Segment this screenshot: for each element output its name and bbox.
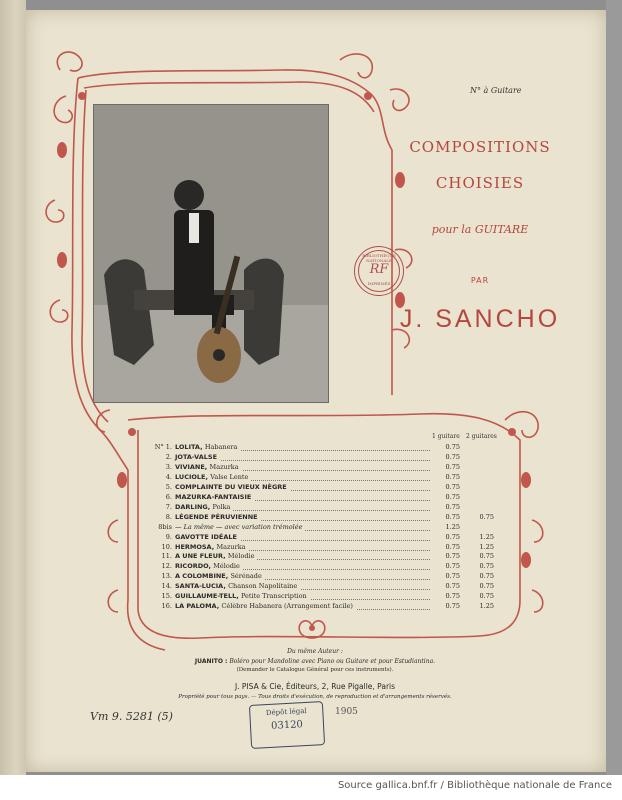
instrument-line: pour la GUITARE [431,223,529,236]
piece-title: GUILLAUME-TELL, [175,592,239,601]
price-one-guitar: 0.75 [438,562,460,570]
piece-number: 13. [161,572,172,581]
stamp-bottom-text: IMPRIMÉS [367,281,391,286]
price-one-guitar: 0.75 [438,602,460,610]
piece-title: LA PALOMA, [175,602,220,611]
price-one-guitar: 0.75 [438,513,460,521]
piece-title-group [175,552,257,560]
piece-row [150,552,494,562]
piece-title-group [175,513,261,521]
piece-number: 8. [165,512,172,521]
price-one-guitar: 1.25 [438,523,460,531]
price-one-guitar: 0.75 [438,572,460,580]
photograph-figure [94,105,328,402]
piece-number: 8bis [158,522,172,531]
piece-title: MAZURKA-FANTAISIE [175,492,252,501]
piece-title-group [175,602,356,610]
piece-row [150,523,490,533]
piece-row [150,453,490,463]
price-one-guitar: 0.75 [438,582,460,590]
piece-subtitle: Mazurka [216,542,246,551]
price-two-guitars: 0.75 [479,562,494,571]
piece-row [150,532,494,543]
stamp-monogram: RF [369,262,389,277]
shelfmark-handwritten: Vm 9. 5281 (5) [90,710,173,723]
piece-title: DARLING, [175,502,211,511]
rights-notice: Propriété pour tous pays. — Tous droits d'exécution, de reproduction et d'arrangements réservés. [178,694,452,700]
deposit-stamp-number: 03120 [270,719,304,732]
price-one-guitar: 0.75 [438,453,460,461]
number-line: N° à Guitare [470,86,522,95]
piece-title: LUCIOLE, [175,472,208,481]
piece-title-group [175,493,254,501]
juanito-line [150,658,480,665]
piece-title: LÉGENDE PÉRUVIENNE [175,512,258,521]
same-author-label: Du même Auteur : [287,648,343,655]
piece-title-group [175,473,251,481]
piece-subtitle: Petite Transcription [240,592,307,601]
piece-subtitle: Sérénade [230,572,262,581]
legal-deposit-stamp [249,701,325,749]
stamp-top-text: BIBLIOTHÈQUE NATIONALE [362,253,396,263]
price-one-guitar: 0.75 [438,463,460,471]
piece-subtitle: Célèbre Habanera (Arrangement facile) [221,602,353,611]
piece-number: 6. [165,492,172,501]
piece-number: 11. [161,552,172,561]
price-one-guitar: 0.75 [438,473,460,481]
guitarist-photograph [93,104,329,403]
piece-title-group [175,443,240,451]
piece-title-group [175,523,305,531]
piece-title-group [175,503,233,511]
piece-row [150,443,490,453]
publication-year: 1905 [335,707,358,717]
piece-title-group [175,533,240,541]
piece-title-group [175,592,310,600]
piece-number: 2. [165,452,172,461]
piece-number: 15. [161,592,172,601]
piece-row [150,493,490,503]
piece-number: 4. [165,472,172,481]
price-two-guitars: 0.75 [479,572,494,581]
piece-title: HERMOSA, [175,542,215,551]
par-label: PAR [470,276,490,285]
piece-number: 5. [165,482,172,491]
piece-number: 10. [161,542,172,551]
column-header-two-guitars: 2 guitares [466,433,497,440]
price-one-guitar: 0.75 [438,592,460,600]
juanito-description: Boléro pour Mandoline avec Piano ou Guitare et pour Estudiantina. [229,658,436,665]
price-one-guitar: 0.75 [438,543,460,551]
piece-title: GAVOTTE IDÉALE [175,532,237,541]
price-two-guitars: 0.75 [479,552,494,561]
price-two-guitars: 0.75 [479,592,494,601]
piece-title: SANTA-LUCIA, [175,582,226,591]
price-one-guitar: 0.75 [438,483,460,491]
piece-row [150,562,494,572]
piece-number: 7. [165,502,172,511]
price-one-guitar: 0.75 [438,533,460,541]
price-one-guitar: 0.75 [438,493,460,501]
price-one-guitar: 0.75 [438,503,460,511]
piece-subtitle: Mélodie [227,552,255,561]
piece-row [150,473,490,483]
piece-title-group [175,453,220,461]
price-two-guitars: 0.75 [479,582,494,591]
piece-title: A UNE FLEUR, [175,552,226,561]
piece-row [150,592,494,602]
piece-row [150,512,494,523]
piece-title: VIVIANE, [175,462,208,471]
piece-subtitle: Valse Lente [210,472,249,481]
piece-title-group [175,483,290,491]
juanito-title: JUANITO : [194,658,228,665]
piece-title: A COLOMBINE, [175,572,229,581]
piece-number: 9. [165,532,172,541]
piece-title-group [175,582,300,590]
title-line-2: CHOISIES [435,174,525,192]
price-two-guitars: 1.25 [479,542,494,551]
piece-row [150,503,490,513]
piece-subtitle: Mazurka [209,462,239,471]
price-one-guitar: 0.75 [438,443,460,451]
piece-row [150,483,490,493]
composer-name: J. SANCHO [399,305,561,333]
piece-row [150,582,494,592]
piece-title: JOTA-VALSE [175,452,218,461]
column-header-one-guitar: 1 guitare [432,433,460,440]
piece-number: 16. [161,602,172,611]
piece-row [150,542,494,553]
piece-subtitle: Mélodie [213,562,240,571]
publisher-line: J. PISA & Cie, Éditeurs, 2, Rue Pigalle, Paris [234,682,396,691]
piece-subtitle: Polka [212,502,231,511]
piece-row [150,602,494,612]
piece-number: N° 1. [154,443,172,451]
piece-subtitle: — La même — avec variation trémolée [175,522,303,531]
piece-number: 3. [165,462,172,471]
piece-title: LOLITA, [175,443,203,451]
piece-title-group [175,562,243,570]
piece-number: 14. [161,582,172,591]
title-line-1: COMPOSITIONS [409,138,551,156]
piece-row [150,463,490,473]
piece-subtitle: Habanera [204,443,238,451]
piece-number: 12. [161,562,172,571]
piece-row [150,572,494,582]
source-attribution: Source gallica.bnf.fr / Bibliothèque nationale de France [337,780,612,791]
catalogue-note: (Demander le Catalogue Général pour ces instruments). [236,667,394,673]
piece-subtitle: Chanson Napolitaine [228,582,298,591]
piece-title: COMPLAINTE DU VIEUX NÈGRE [175,482,287,491]
library-stamp [354,246,404,296]
price-two-guitars: 0.75 [479,512,494,521]
deposit-stamp-top: Dépôt légal [265,706,307,718]
piece-title-group [175,572,265,580]
piece-title-group [175,543,249,551]
price-two-guitars: 1.25 [479,532,494,541]
price-two-guitars: 1.25 [479,602,494,611]
piece-title-group [175,463,242,471]
price-one-guitar: 0.75 [438,552,460,560]
piece-title: RICORDO, [175,562,211,571]
